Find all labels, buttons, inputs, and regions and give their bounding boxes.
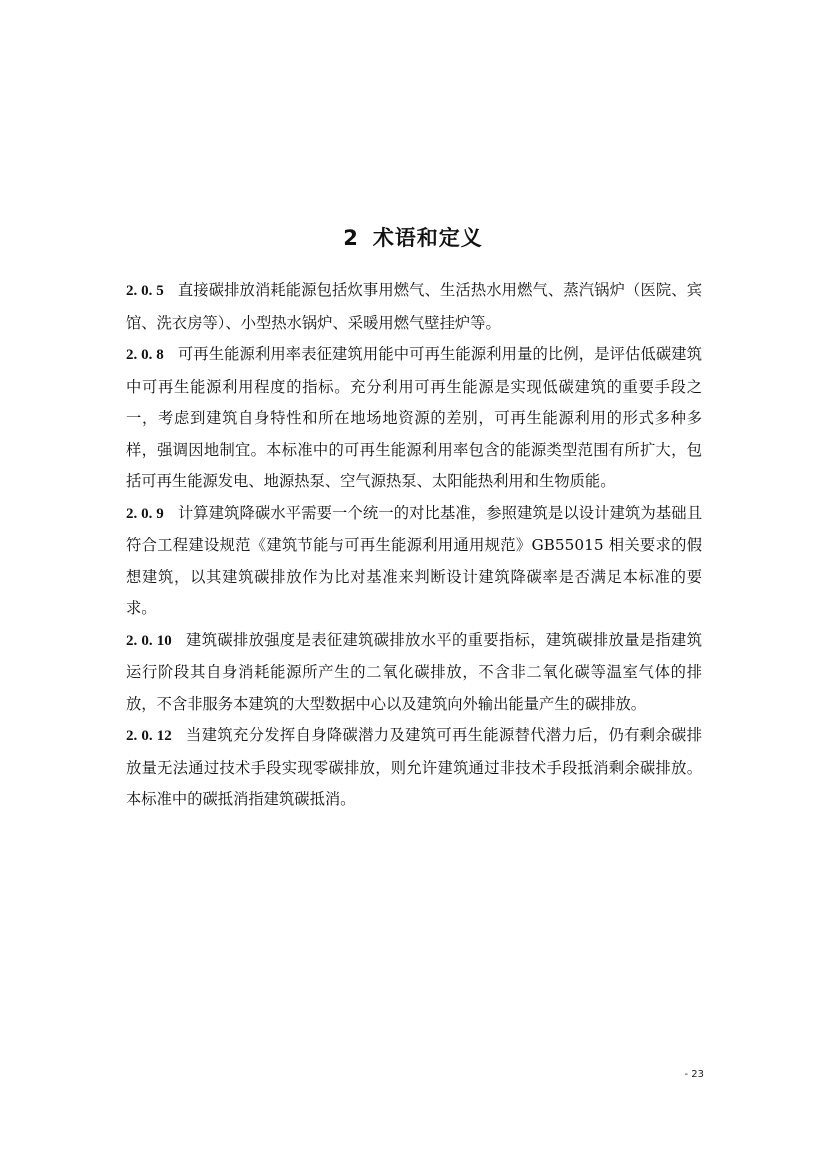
clause-number: 2. 0. 12 xyxy=(126,728,172,744)
page-number: - 23 xyxy=(684,1069,704,1080)
clause-number: 2. 0. 10 xyxy=(126,632,172,649)
clause-text: 可再生能源利用率表征建筑用能中可再生能源利用量的比例，是评估低碳建筑中可再生能源利用程度的指标。充分利用可再生能源是实现低碳建筑的重要手段之一，考虑到建筑自身特性和所在地场地资源的差别，可再生能源利用的形式多种多样，强调因地制宜。本标准中的可再生能源利用率包含的能源类型范围有所扩大，包括可再生能源发电、地源热泵、空气源热泵、太阳能热利用和生物质能。 xyxy=(126,345,702,490)
clause-number: 2. 0. 9 xyxy=(126,505,164,522)
chapter-title-text: 术语和定义 xyxy=(372,226,483,250)
chapter-number: 2 xyxy=(343,226,359,250)
chapter-title xyxy=(0,224,826,252)
clause-2-0-9 xyxy=(126,498,702,625)
clause-text: 计算建筑降碳水平需要一个统一的对比基准，参照建筑是以设计建筑为基础且符合工程建设规范《建筑节能与可再生能源利用通用规范》GB55015 相关要求的假想建筑，以其建筑碳排放作为比对基准来判断设计建筑降碳率是否满足本标准的要求。 xyxy=(126,503,702,617)
clause-2-0-8 xyxy=(126,339,702,498)
clause-text: 建筑碳排放强度是表征建筑碳排放水平的重要指标，建筑碳排放量是指建筑运行阶段其自身消耗能源所产生的二氧化碳排放，不含非二氧化碳等温室气体的排放，不含非服务本建筑的大型数据中心以及建筑向外输出能量产生的碳排放。 xyxy=(126,630,702,713)
clause-text: 直接碳排放消耗能源包括炊事用燃气、生活热水用燃气、蒸汽锅炉（医院、宾馆、洗衣房等）、小型热水锅炉、采暖用燃气壁挂炉等。 xyxy=(126,281,702,332)
clause-2-0-12 xyxy=(126,720,702,816)
clause-number: 2. 0. 8 xyxy=(126,347,164,363)
clause-text: 当建筑充分发挥自身降碳潜力及建筑可再生能源替代潜力后，仍有剩余碳排放量无法通过技术手段实现零碳排放，则允许建筑通过非技术手段抵消剩余碳排放。本标准中的碳抵消指建筑碳抵消。 xyxy=(126,726,702,808)
clause-number: 2. 0. 5 xyxy=(126,283,164,299)
clause-2-0-10 xyxy=(126,625,702,721)
clause-2-0-5 xyxy=(126,275,702,339)
clause-list xyxy=(126,275,702,816)
